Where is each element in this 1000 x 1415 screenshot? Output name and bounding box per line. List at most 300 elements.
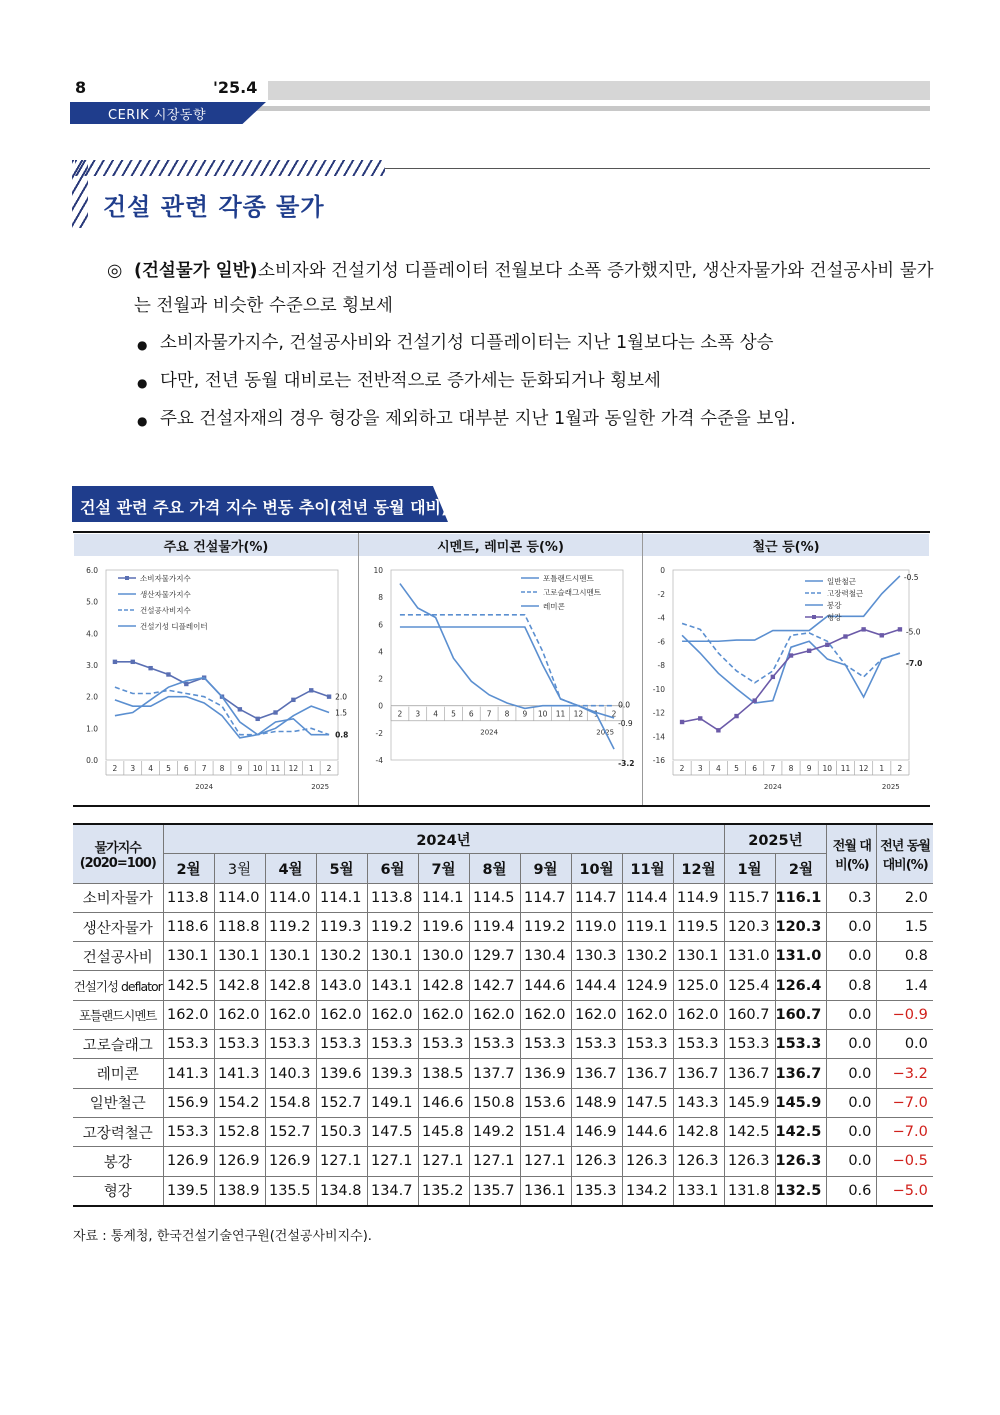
value-cell: 119.2 (265, 912, 316, 941)
value-cell: 130.2 (316, 942, 367, 971)
value-cell: 149.2 (469, 1117, 520, 1146)
header-band (268, 81, 930, 100)
month-header: 10월 (571, 854, 622, 883)
y-tick-label: 6.0 (86, 566, 98, 575)
value-cell: 162.0 (673, 1000, 724, 1029)
value-cell: 119.2 (520, 912, 571, 941)
x-tick-label: 8 (788, 764, 794, 773)
value-cell: 131.0 (775, 942, 827, 971)
end-value-label: -0.5 (903, 572, 919, 582)
plot-area (673, 570, 909, 760)
value-cell: 119.6 (418, 912, 469, 941)
summary-mark: ◎ (107, 261, 123, 281)
value-cell: 114.0 (214, 883, 265, 912)
bullet-icon: ● (137, 414, 148, 428)
value-cell: 130.0 (418, 942, 469, 971)
y-tick-label: 4.0 (86, 629, 98, 639)
data-point (273, 710, 277, 714)
value-cell: 135.2 (418, 1176, 469, 1206)
x-tick-label: 2 (112, 764, 118, 773)
value-cell: 153.3 (520, 1030, 571, 1059)
row-label: 건설기성 deflator (73, 971, 163, 1000)
source-note: 자료 : 통계청, 한국건설기술연구원(건설공사비지수). (73, 1229, 372, 1244)
bullet-text-1: 소비자물가지수, 건설공사비와 건설기성 디플레이터는 지난 1월보다는 소폭 상승 (160, 333, 774, 353)
value-cell: 131.8 (724, 1176, 775, 1206)
value-cell: 162.0 (418, 1000, 469, 1029)
value-cell: 142.8 (214, 971, 265, 1000)
data-point (807, 649, 811, 653)
data-point (734, 714, 738, 718)
x-tick-label: 12 (858, 764, 869, 773)
table-row (73, 1059, 933, 1088)
value-cell: 143.0 (316, 971, 367, 1000)
value-cell: 153.3 (316, 1030, 367, 1059)
value-cell: 130.1 (214, 942, 265, 971)
value-cell: 114.5 (469, 883, 520, 912)
y-tick-label: -4 (375, 756, 383, 765)
y-tick-label: -6 (657, 637, 665, 647)
month-header: 8월 (469, 854, 520, 883)
section-title: 건설 관련 각종 물가 (103, 193, 325, 221)
value-cell: 130.2 (622, 942, 673, 971)
value-cell: 139.6 (316, 1059, 367, 1088)
value-cell: 139.5 (163, 1176, 214, 1206)
x-tick-label: 10 (822, 764, 833, 773)
value-cell: 127.1 (316, 1147, 367, 1176)
value-cell: 127.1 (418, 1147, 469, 1176)
end-value-label: 1.5 (335, 708, 348, 718)
value-cell: 130.3 (571, 942, 622, 971)
data-point (291, 698, 295, 702)
yoy-cell: 1.5 (877, 912, 933, 941)
yoy-cell: 0.0 (877, 1030, 933, 1059)
value-cell: 114.7 (571, 883, 622, 912)
legend-label: 포틀랜드시멘트 (543, 574, 594, 583)
value-cell: 126.3 (724, 1147, 775, 1176)
value-cell: 129.7 (469, 942, 520, 971)
month-header: 3월 (214, 854, 265, 883)
value-cell: 143.3 (673, 1088, 724, 1117)
value-cell: 114.0 (265, 883, 316, 912)
month-header: 4월 (265, 854, 316, 883)
x-tick-label: 4 (433, 709, 439, 719)
table-row (73, 1147, 933, 1176)
x-tick-label: 3 (697, 764, 703, 773)
y-tick-label: 0 (378, 701, 383, 711)
row-header-cell: 물가지수 (2020=100) (73, 824, 163, 883)
value-cell: 153.3 (163, 1030, 214, 1059)
yoy-cell: −0.5 (877, 1147, 933, 1176)
mom-cell: 0.8 (827, 971, 877, 1000)
legend-marker (812, 615, 816, 619)
value-cell: 162.0 (265, 1000, 316, 1029)
mom-cell: 0.3 (827, 883, 877, 912)
value-cell: 136.7 (571, 1059, 622, 1088)
x-tick-label: 2 (326, 764, 332, 773)
value-cell: 153.3 (775, 1030, 827, 1059)
value-cell: 137.7 (469, 1059, 520, 1088)
value-cell: 119.4 (469, 912, 520, 941)
value-cell: 153.3 (571, 1030, 622, 1059)
bullet-icon: ● (137, 338, 148, 352)
y-tick-label: 1.0 (86, 724, 98, 734)
header-band-thin (255, 106, 930, 111)
value-cell: 162.0 (571, 1000, 622, 1029)
mom-cell: 0.0 (827, 1088, 877, 1117)
y-tick-label: -4 (657, 613, 665, 623)
value-cell: 153.3 (214, 1030, 265, 1059)
x-tick-label: 11 (270, 764, 281, 773)
value-cell: 126.4 (775, 971, 827, 1000)
value-cell: 151.4 (520, 1117, 571, 1146)
x-tick-label: 5 (166, 764, 171, 773)
title-hatch-top (75, 160, 385, 176)
value-cell: 119.3 (316, 912, 367, 941)
value-cell: 126.3 (571, 1147, 622, 1176)
yoy-cell: 2.0 (877, 883, 933, 912)
data-point (789, 653, 793, 657)
table-row (73, 1088, 933, 1117)
x-tick-label: 10 (252, 764, 263, 773)
x-tick-label: 3 (130, 764, 136, 773)
x-tick-label: 10 (537, 709, 548, 719)
value-cell: 119.5 (673, 912, 724, 941)
value-cell: 130.1 (367, 942, 418, 971)
value-cell: 114.4 (622, 883, 673, 912)
x-tick-label: 6 (183, 764, 189, 773)
y-tick-label: 4 (378, 647, 383, 657)
month-header: 5월 (316, 854, 367, 883)
bullet-text-2: 다만, 전년 동월 대비로는 전반적으로 증가세는 둔화되거나 횡보세 (160, 371, 661, 391)
table-row (73, 1176, 933, 1206)
legend-label: 일반철근 (827, 577, 856, 586)
data-point (184, 682, 188, 686)
chart-construction-prices (74, 558, 358, 804)
chart-2-title: 시멘트, 레미콘 등(%) (359, 534, 642, 556)
value-cell: 120.3 (775, 912, 827, 941)
x-tick-label: 9 (522, 709, 528, 719)
data-point (880, 633, 884, 637)
y-tick-label: 5.0 (86, 597, 98, 607)
mom-cell: 0.0 (827, 1059, 877, 1088)
month-header: 1월 (724, 854, 775, 883)
value-cell: 162.0 (214, 1000, 265, 1029)
data-point (861, 627, 865, 631)
end-value-label: -5.0 (905, 627, 921, 637)
value-cell: 130.4 (520, 942, 571, 971)
value-cell: 162.0 (469, 1000, 520, 1029)
legend-label: 봉강 (827, 601, 842, 610)
value-cell: 147.5 (622, 1088, 673, 1117)
y-tick-label: -16 (652, 756, 665, 765)
x-tick-label: 9 (237, 764, 243, 773)
value-cell: 120.3 (724, 912, 775, 941)
y-tick-label: 8 (378, 593, 383, 603)
month-header: 12월 (673, 854, 724, 883)
value-cell: 134.2 (622, 1176, 673, 1206)
value-cell: 132.5 (775, 1176, 827, 1206)
title-rule (385, 168, 930, 169)
row-label: 고로슬래그 (73, 1030, 163, 1059)
value-cell: 130.1 (163, 942, 214, 971)
value-cell: 154.8 (265, 1088, 316, 1117)
value-cell: 116.1 (775, 883, 827, 912)
yoy-cell: −0.9 (877, 1000, 933, 1029)
value-cell: 144.6 (520, 971, 571, 1000)
yoy-cell: −7.0 (877, 1117, 933, 1146)
end-value-label: -7.0 (905, 659, 923, 669)
value-cell: 142.5 (775, 1117, 827, 1146)
table-row (73, 1030, 933, 1059)
data-point (680, 720, 684, 724)
value-cell: 162.0 (520, 1000, 571, 1029)
data-point (148, 666, 152, 670)
data-point (843, 634, 847, 638)
x-tick-label: 7 (201, 764, 207, 773)
value-cell: 148.9 (571, 1088, 622, 1117)
y-tick-label: -14 (652, 732, 665, 742)
value-cell: 126.3 (622, 1147, 673, 1176)
x-tick-label: 11 (840, 764, 851, 773)
year-2025-header: 2025년 (724, 824, 827, 854)
value-cell: 135.7 (469, 1176, 520, 1206)
row-label: 레미콘 (73, 1059, 163, 1088)
year-2024-header: 2024년 (163, 824, 724, 854)
value-cell: 153.3 (469, 1030, 520, 1059)
value-cell: 119.0 (571, 912, 622, 941)
value-cell: 113.8 (367, 883, 418, 912)
value-cell: 154.2 (214, 1088, 265, 1117)
data-point (771, 675, 775, 679)
value-cell: 134.8 (316, 1176, 367, 1206)
yoy-cell: −7.0 (877, 1088, 933, 1117)
value-cell: 141.3 (163, 1059, 214, 1088)
value-cell: 119.2 (367, 912, 418, 941)
month-header: 7월 (418, 854, 469, 883)
value-cell: 142.8 (418, 971, 469, 1000)
value-cell: 139.3 (367, 1059, 418, 1088)
year-label: 2025 (596, 728, 615, 737)
value-cell: 153.3 (265, 1030, 316, 1059)
data-point (131, 660, 135, 664)
y-tick-label: -12 (652, 708, 665, 718)
legend-marker (125, 576, 129, 580)
value-cell: 114.9 (673, 883, 724, 912)
end-value-label: 0.0 (618, 700, 631, 710)
table-row (73, 1000, 933, 1029)
mom-cell: 0.6 (827, 1176, 877, 1206)
legend-label: 레미콘 (543, 602, 565, 611)
table-row (73, 883, 933, 912)
mom-cell: 0.0 (827, 912, 877, 941)
x-tick-label: 4 (148, 764, 154, 773)
x-tick-label: 4 (715, 764, 721, 773)
value-cell: 162.0 (316, 1000, 367, 1029)
value-cell: 160.7 (724, 1000, 775, 1029)
table-row (73, 942, 933, 971)
summary-heading: (건설물가 일반) (134, 261, 258, 281)
value-cell: 136.9 (520, 1059, 571, 1088)
end-value-label: 2.0 (335, 692, 348, 702)
value-cell: 146.9 (571, 1117, 622, 1146)
value-cell: 153.3 (418, 1030, 469, 1059)
data-point (255, 717, 259, 721)
year-label: 2025 (311, 783, 330, 791)
legend-label: 소비자물가지수 (140, 574, 191, 583)
page-number: 8 (75, 78, 87, 97)
data-point (698, 716, 702, 720)
x-tick-label: 11 (555, 709, 566, 719)
value-cell: 152.8 (214, 1117, 265, 1146)
x-tick-label: 7 (486, 709, 492, 719)
value-cell: 124.9 (622, 971, 673, 1000)
value-cell: 127.1 (520, 1147, 571, 1176)
yoy-header: 전년 동월 대비(%) (877, 824, 933, 883)
value-cell: 153.3 (724, 1030, 775, 1059)
row-label: 생산자물가 (73, 912, 163, 941)
value-cell: 152.7 (265, 1117, 316, 1146)
value-cell: 141.3 (214, 1059, 265, 1088)
value-cell: 138.9 (214, 1176, 265, 1206)
table-row (73, 971, 933, 1000)
row-label: 봉강 (73, 1147, 163, 1176)
figure-title: 건설 관련 주요 가격 지수 변동 추이(전년 동월 대비) (80, 498, 449, 517)
value-cell: 153.3 (622, 1030, 673, 1059)
y-tick-label: 2.0 (86, 692, 98, 702)
x-tick-label: 7 (770, 764, 776, 773)
value-cell: 145.9 (724, 1088, 775, 1117)
value-cell: 136.1 (520, 1176, 571, 1206)
value-cell: 150.3 (316, 1117, 367, 1146)
chart-rebar (643, 558, 929, 804)
value-cell: 162.0 (367, 1000, 418, 1029)
month-header: 9월 (520, 854, 571, 883)
value-cell: 138.5 (418, 1059, 469, 1088)
row-label: 고장력철근 (73, 1117, 163, 1146)
value-cell: 130.1 (265, 942, 316, 971)
value-cell: 125.4 (724, 971, 775, 1000)
value-cell: 146.6 (418, 1088, 469, 1117)
mom-header: 전월 대비(%) (827, 824, 877, 883)
value-cell: 140.3 (265, 1059, 316, 1088)
issue-label: '25.4 (213, 78, 258, 97)
y-tick-label: 2 (378, 674, 383, 684)
end-value-label: -3.2 (618, 759, 635, 769)
yoy-cell: −5.0 (877, 1176, 933, 1206)
series-label: CERIK 시장동향 (108, 108, 207, 123)
value-cell: 150.8 (469, 1088, 520, 1117)
value-cell: 147.5 (367, 1117, 418, 1146)
row-label: 일반철근 (73, 1088, 163, 1117)
value-cell: 162.0 (163, 1000, 214, 1029)
value-cell: 156.9 (163, 1088, 214, 1117)
y-tick-label: 0 (660, 566, 665, 575)
year-label: 2024 (195, 783, 214, 791)
value-cell: 145.9 (775, 1088, 827, 1117)
value-cell: 153.3 (163, 1117, 214, 1146)
value-cell: 114.1 (316, 883, 367, 912)
value-cell: 131.0 (724, 942, 775, 971)
figure-frame-bottom (73, 805, 930, 807)
x-tick-label: 2 (397, 709, 403, 719)
value-cell: 126.9 (265, 1147, 316, 1176)
y-tick-label: 3.0 (86, 661, 98, 670)
x-tick-label: 5 (451, 709, 456, 719)
mom-cell: 0.0 (827, 1000, 877, 1029)
x-tick-label: 12 (288, 764, 299, 773)
value-cell: 144.4 (571, 971, 622, 1000)
x-tick-label: 1 (308, 764, 314, 773)
legend-label: 건설공사비지수 (140, 606, 191, 615)
legend-label: 고장력철근 (827, 589, 864, 598)
summary-line-1: 소비자와 건설기성 디플레이터 전월보다 소폭 증가했지만, 생산자물가와 건설공사비 물가 (258, 261, 934, 281)
value-cell: 142.5 (724, 1117, 775, 1146)
value-cell: 152.7 (316, 1088, 367, 1117)
data-point (752, 698, 756, 702)
month-header: 2월 (163, 854, 214, 883)
x-tick-label: 1 (879, 764, 885, 773)
bullet-icon: ● (137, 376, 148, 390)
y-tick-label: -2 (657, 589, 665, 599)
x-tick-label: 3 (415, 709, 421, 719)
y-tick-label: 0.0 (86, 756, 98, 765)
x-tick-label: 2 (679, 764, 685, 773)
value-cell: 142.5 (163, 971, 214, 1000)
x-tick-label: 8 (504, 709, 510, 719)
y-tick-label: 6 (378, 620, 383, 630)
value-cell: 113.8 (163, 883, 214, 912)
value-cell: 142.8 (265, 971, 316, 1000)
value-cell: 153.3 (367, 1030, 418, 1059)
yoy-cell: 1.4 (877, 971, 933, 1000)
price-index-table (73, 823, 933, 1207)
value-cell: 149.1 (367, 1088, 418, 1117)
data-point (166, 672, 170, 676)
figure-frame-top (73, 531, 930, 533)
row-label: 형강 (73, 1176, 163, 1206)
summary-line-2: 는 전월과 비슷한 수준으로 횡보세 (134, 296, 393, 316)
data-point (238, 707, 242, 711)
bullet-text-3: 주요 건설자재의 경우 형강을 제외하고 대부분 지난 1월과 동일한 가격 수준을 보임. (160, 409, 796, 429)
yoy-cell: 0.8 (877, 942, 933, 971)
table-row (73, 912, 933, 941)
value-cell: 126.9 (163, 1147, 214, 1176)
value-cell: 135.5 (265, 1176, 316, 1206)
end-value-label: 0.8 (335, 730, 349, 740)
data-point (309, 688, 313, 692)
mom-cell: 0.0 (827, 1147, 877, 1176)
y-tick-label: -10 (652, 684, 665, 694)
month-header: 11월 (622, 854, 673, 883)
mom-cell: 0.0 (827, 1030, 877, 1059)
legend-label: 형강 (827, 613, 842, 622)
value-cell: 127.1 (367, 1147, 418, 1176)
value-cell: 143.1 (367, 971, 418, 1000)
value-cell: 125.0 (673, 971, 724, 1000)
value-cell: 162.0 (622, 1000, 673, 1029)
row-label: 소비자물가 (73, 883, 163, 912)
month-header: 6월 (367, 854, 418, 883)
row-label: 포틀랜드시멘트 (73, 1000, 163, 1029)
chart-cement-remicon (359, 558, 642, 804)
x-tick-label: 2 (611, 709, 617, 719)
x-tick-label: 6 (468, 709, 474, 719)
legend-label: 건설기성 디플레이터 (140, 622, 208, 631)
value-cell: 145.8 (418, 1117, 469, 1146)
value-cell: 130.1 (673, 942, 724, 971)
mom-cell: 0.0 (827, 942, 877, 971)
value-cell: 136.7 (673, 1059, 724, 1088)
